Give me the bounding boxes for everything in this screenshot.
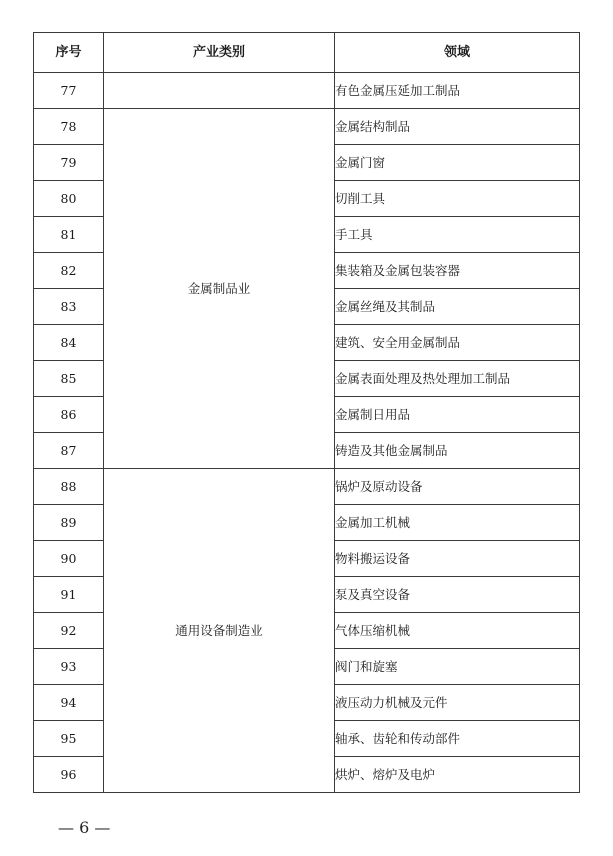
row-field: 有色金属压延加工制品 [335,73,580,109]
row-field: 液压动力机械及元件 [335,685,580,721]
row-no: 85 [34,361,104,397]
table-row [34,469,580,505]
row-field: 建筑、安全用金属制品 [335,325,580,361]
row-field: 切削工具 [335,181,580,217]
row-field: 金属制日用品 [335,397,580,433]
row-field: 金属表面处理及热处理加工制品 [335,361,580,397]
row-field: 泵及真空设备 [335,577,580,613]
row-no: 78 [34,109,104,145]
row-field: 金属加工机械 [335,505,580,541]
row-no: 93 [34,649,104,685]
row-field: 烘炉、熔炉及电炉 [335,757,580,793]
row-field: 金属结构制品 [335,109,580,145]
header-category: 产业类别 [104,33,335,73]
row-field: 集装箱及金属包装容器 [335,253,580,289]
row-field: 金属门窗 [335,145,580,181]
row-no: 84 [34,325,104,361]
row-no: 88 [34,469,104,505]
row-no: 81 [34,217,104,253]
category-metal-products: 金属制品业 [104,109,335,469]
row-no: 90 [34,541,104,577]
row-no: 96 [34,757,104,793]
row-no: 83 [34,289,104,325]
header-no: 序号 [34,33,104,73]
table-row [34,109,580,145]
row-field: 铸造及其他金属制品 [335,433,580,469]
row-no: 80 [34,181,104,217]
row-no: 79 [34,145,104,181]
row-no: 94 [34,685,104,721]
header-field: 领域 [335,33,580,73]
row-no: 89 [34,505,104,541]
row-category [104,73,335,109]
row-no: 86 [34,397,104,433]
row-no: 82 [34,253,104,289]
row-field: 气体压缩机械 [335,613,580,649]
row-no: 92 [34,613,104,649]
row-field: 锅炉及原动设备 [335,469,580,505]
page-number: — 6 — [58,818,111,837]
row-no: 87 [34,433,104,469]
row-field: 金属丝绳及其制品 [335,289,580,325]
industry-table [33,32,580,793]
row-no: 95 [34,721,104,757]
row-field: 手工具 [335,217,580,253]
row-no: 77 [34,73,104,109]
row-field: 物料搬运设备 [335,541,580,577]
table-header-row [34,33,580,73]
row-no: 91 [34,577,104,613]
table-row [34,73,580,109]
row-field: 轴承、齿轮和传动部件 [335,721,580,757]
category-general-equipment: 通用设备制造业 [104,469,335,793]
row-field: 阀门和旋塞 [335,649,580,685]
